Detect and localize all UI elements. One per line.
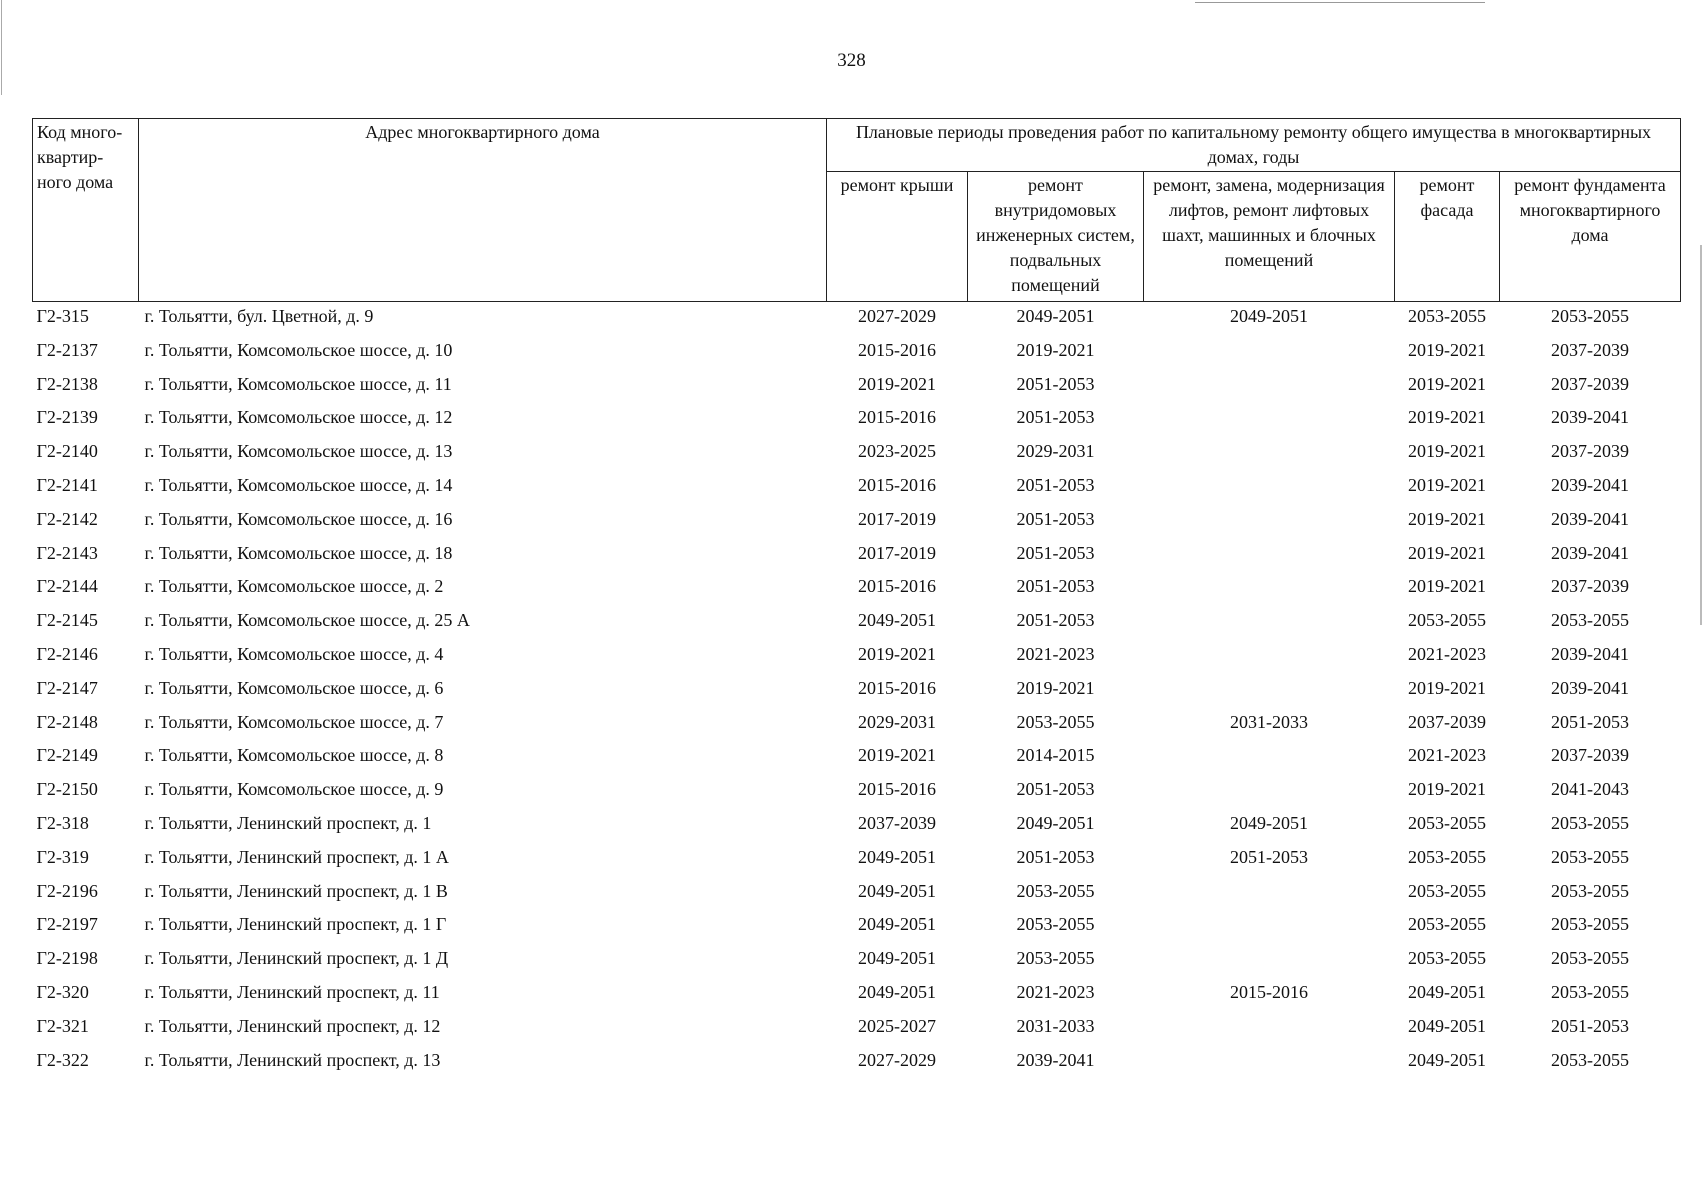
cell-code: Г2-2146	[36, 643, 98, 664]
cell-code: Г2-2149	[36, 745, 98, 766]
cell-facade: 2049-2051	[1408, 1049, 1486, 1070]
cell-elevators	[1144, 338, 1395, 372]
cell-facade: 2019-2021	[1408, 576, 1486, 597]
scan-artifact-line	[1, 0, 2, 95]
cell-code: Г2-320	[36, 981, 89, 1002]
cell-foundation: 2039-2041	[1551, 508, 1629, 529]
cell-facade: 2019-2021	[1408, 339, 1486, 360]
cell-elevators	[1144, 676, 1395, 710]
table-row	[33, 608, 1681, 642]
cell-address: г. Тольятти, Ленинский проспект, д. 13	[144, 1049, 441, 1070]
cell-elevators	[1144, 946, 1395, 980]
cell-engineering: 2051-2053	[1016, 373, 1095, 394]
cell-foundation: 2053-2055	[1551, 981, 1629, 1002]
cell-address: г. Тольятти, Комсомольское шоссе, д. 4	[144, 643, 444, 664]
cell-foundation: 2051-2053	[1551, 711, 1629, 732]
cell-engineering: 2053-2055	[1016, 948, 1095, 969]
cell-elevators	[1144, 574, 1395, 608]
cell-address: г. Тольятти, Ленинский проспект, д. 1	[144, 812, 432, 833]
cell-elevators	[1144, 473, 1395, 507]
cell-foundation: 2051-2053	[1551, 1015, 1629, 1036]
cell-code: Г2-322	[36, 1049, 89, 1070]
table-row	[33, 912, 1681, 946]
cell-elevators	[1144, 541, 1395, 575]
cell-code: Г2-2147	[36, 677, 98, 698]
header-periods: Плановые периоды проведения работ по капитальному ремонту общего имущества в многоквартирных домах, годы	[827, 119, 1681, 172]
cell-address: г. Тольятти, Комсомольское шоссе, д. 13	[144, 441, 453, 462]
cell-code: Г2-2141	[36, 474, 98, 495]
cell-facade: 2053-2055	[1408, 846, 1486, 867]
table-row	[33, 541, 1681, 575]
cell-engineering: 2051-2053	[1016, 779, 1095, 800]
cell-elevators: 2049-2051	[1230, 812, 1308, 833]
cell-address: г. Тольятти, Ленинский проспект, д. 1 А	[144, 846, 449, 867]
cell-address: г. Тольятти, Комсомольское шоссе, д. 16	[144, 508, 453, 529]
cell-elevators	[1144, 1048, 1395, 1082]
cell-facade: 2053-2055	[1408, 812, 1486, 833]
cell-engineering: 2019-2021	[1016, 339, 1095, 360]
cell-foundation: 2053-2055	[1551, 1049, 1629, 1070]
page-number: 328	[837, 50, 866, 71]
cell-elevators: 2049-2051	[1230, 306, 1308, 326]
cell-address: г. Тольятти, Ленинский проспект, д. 12	[144, 1015, 441, 1036]
cell-engineering: 2051-2053	[1016, 576, 1095, 597]
cell-engineering: 2051-2053	[1016, 610, 1095, 631]
header-foundation: ремонт фундамента многоквартирного дома	[1500, 172, 1681, 302]
cell-address: г. Тольятти, Комсомольское шоссе, д. 11	[144, 373, 452, 394]
cell-roof: 2049-2051	[858, 914, 936, 935]
capital-repair-plan-table	[32, 118, 1681, 1081]
cell-code: Г2-2140	[36, 441, 98, 462]
cell-code: Г2-2150	[36, 779, 98, 800]
cell-engineering: 2014-2015	[1016, 745, 1095, 766]
cell-address: г. Тольятти, Комсомольское шоссе, д. 8	[144, 745, 444, 766]
cell-roof: 2015-2016	[858, 779, 936, 800]
cell-facade: 2019-2021	[1408, 474, 1486, 495]
header-address: Адрес многоквартирного дома	[139, 119, 827, 302]
cell-engineering: 2053-2055	[1016, 914, 1095, 935]
cell-roof: 2017-2019	[858, 508, 936, 529]
header-roof: ремонт крыши	[827, 172, 968, 302]
cell-code: Г2-2144	[36, 576, 98, 597]
cell-facade: 2049-2051	[1408, 1015, 1486, 1036]
cell-address: г. Тольятти, Ленинский проспект, д. 11	[144, 981, 440, 1002]
cell-engineering: 2021-2023	[1016, 981, 1095, 1002]
cell-foundation: 2053-2055	[1551, 846, 1629, 867]
table-row	[33, 642, 1681, 676]
cell-foundation: 2039-2041	[1551, 474, 1629, 495]
cell-roof: 2025-2027	[858, 1015, 936, 1036]
table-row	[33, 676, 1681, 710]
cell-elevators	[1144, 879, 1395, 913]
cell-elevators	[1144, 608, 1395, 642]
cell-elevators	[1144, 507, 1395, 541]
cell-roof: 2019-2021	[858, 745, 936, 766]
cell-foundation: 2037-2039	[1551, 373, 1629, 394]
cell-engineering: 2039-2041	[1016, 1049, 1095, 1070]
table-body	[33, 302, 1681, 1082]
scan-artifact-line	[1195, 2, 1485, 3]
cell-address: г. Тольятти, Комсомольское шоссе, д. 10	[144, 339, 453, 360]
cell-engineering: 2021-2023	[1016, 643, 1095, 664]
cell-elevators	[1144, 439, 1395, 473]
cell-code: Г2-315	[36, 306, 89, 326]
table-row	[33, 1048, 1681, 1082]
cell-elevators	[1144, 912, 1395, 946]
cell-foundation: 2041-2043	[1551, 779, 1629, 800]
cell-roof: 2017-2019	[858, 542, 936, 563]
cell-address: г. Тольятти, Комсомольское шоссе, д. 6	[144, 677, 444, 698]
cell-foundation: 2053-2055	[1551, 914, 1629, 935]
cell-code: Г2-2196	[36, 880, 98, 901]
cell-engineering: 2049-2051	[1016, 812, 1095, 833]
cell-roof: 2029-2031	[858, 711, 936, 732]
cell-facade: 2049-2051	[1408, 981, 1486, 1002]
cell-foundation: 2053-2055	[1551, 948, 1629, 969]
cell-code: Г2-319	[36, 846, 89, 867]
cell-facade: 2053-2055	[1408, 610, 1486, 631]
cell-engineering: 2019-2021	[1016, 677, 1095, 698]
cell-foundation: 2037-2039	[1551, 339, 1629, 360]
table-row	[33, 845, 1681, 879]
cell-facade: 2019-2021	[1408, 508, 1486, 529]
cell-facade: 2019-2021	[1408, 407, 1486, 428]
cell-address: г. Тольятти, Комсомольское шоссе, д. 14	[144, 474, 453, 495]
cell-code: Г2-2148	[36, 711, 98, 732]
cell-facade: 2053-2055	[1408, 880, 1486, 901]
table-row	[33, 710, 1681, 744]
scan-artifact-line	[1700, 245, 1702, 625]
cell-code: Г2-2143	[36, 542, 98, 563]
cell-facade: 2053-2055	[1408, 306, 1486, 326]
table-row	[33, 879, 1681, 913]
table-row	[33, 302, 1681, 338]
table-row	[33, 777, 1681, 811]
cell-address: г. Тольятти, Комсомольское шоссе, д. 12	[144, 407, 453, 428]
table-row	[33, 743, 1681, 777]
cell-elevators: 2015-2016	[1230, 981, 1308, 1002]
cell-engineering: 2051-2053	[1016, 542, 1095, 563]
cell-facade: 2021-2023	[1408, 745, 1486, 766]
cell-roof: 2015-2016	[858, 474, 936, 495]
cell-facade: 2019-2021	[1408, 677, 1486, 698]
cell-foundation: 2053-2055	[1551, 812, 1629, 833]
cell-code: Г2-2139	[36, 407, 98, 428]
cell-address: г. Тольятти, Комсомольское шоссе, д. 2	[144, 576, 444, 597]
cell-roof: 2049-2051	[858, 948, 936, 969]
table-row	[33, 507, 1681, 541]
table-row	[33, 473, 1681, 507]
cell-foundation: 2053-2055	[1551, 306, 1629, 326]
cell-engineering: 2051-2053	[1016, 846, 1095, 867]
table-row	[33, 439, 1681, 473]
cell-roof: 2037-2039	[858, 812, 936, 833]
cell-facade: 2053-2055	[1408, 914, 1486, 935]
cell-engineering: 2051-2053	[1016, 407, 1095, 428]
cell-code: Г2-2138	[36, 373, 98, 394]
cell-foundation: 2053-2055	[1551, 610, 1629, 631]
cell-address: г. Тольятти, Ленинский проспект, д. 1 В	[144, 880, 448, 901]
table-header	[33, 119, 1681, 302]
table-row	[33, 405, 1681, 439]
cell-foundation: 2037-2039	[1551, 441, 1629, 462]
cell-elevators: 2051-2053	[1230, 846, 1308, 867]
cell-foundation: 2039-2041	[1551, 677, 1629, 698]
header-facade: ремонт фасада	[1395, 172, 1500, 302]
cell-code: Г2-2142	[36, 508, 98, 529]
cell-engineering: 2049-2051	[1016, 306, 1095, 326]
cell-facade: 2021-2023	[1408, 643, 1486, 664]
cell-code: Г2-2198	[36, 948, 98, 969]
cell-facade: 2019-2021	[1408, 779, 1486, 800]
cell-engineering: 2029-2031	[1016, 441, 1095, 462]
cell-facade: 2019-2021	[1408, 542, 1486, 563]
table-row	[33, 980, 1681, 1014]
cell-address: г. Тольятти, Ленинский проспект, д. 1 Д	[144, 948, 449, 969]
cell-elevators	[1144, 743, 1395, 777]
cell-address: г. Тольятти, Комсомольское шоссе, д. 18	[144, 542, 453, 563]
cell-facade: 2053-2055	[1408, 948, 1486, 969]
cell-engineering: 2053-2055	[1016, 880, 1095, 901]
cell-foundation: 2039-2041	[1551, 542, 1629, 563]
cell-roof: 2027-2029	[858, 306, 936, 326]
cell-address: г. Тольятти, Комсомольское шоссе, д. 9	[144, 779, 444, 800]
cell-engineering: 2031-2033	[1016, 1015, 1095, 1036]
cell-address: г. Тольятти, Комсомольское шоссе, д. 25 А	[144, 610, 470, 631]
cell-roof: 2049-2051	[858, 846, 936, 867]
table-row	[33, 1014, 1681, 1048]
cell-foundation: 2053-2055	[1551, 880, 1629, 901]
cell-address: г. Тольятти, бул. Цветной, д. 9	[144, 306, 374, 326]
cell-roof: 2019-2021	[858, 643, 936, 664]
cell-roof: 2023-2025	[858, 441, 936, 462]
cell-roof: 2019-2021	[858, 373, 936, 394]
table-row	[33, 574, 1681, 608]
cell-foundation: 2037-2039	[1551, 576, 1629, 597]
cell-elevators	[1144, 372, 1395, 406]
table-row	[33, 372, 1681, 406]
cell-address: г. Тольятти, Комсомольское шоссе, д. 7	[144, 711, 444, 732]
cell-engineering: 2053-2055	[1016, 711, 1095, 732]
cell-engineering: 2051-2053	[1016, 508, 1095, 529]
cell-roof: 2049-2051	[858, 981, 936, 1002]
cell-facade: 2019-2021	[1408, 441, 1486, 462]
cell-elevators: 2031-2033	[1230, 711, 1308, 732]
cell-roof: 2015-2016	[858, 677, 936, 698]
cell-elevators	[1144, 777, 1395, 811]
cell-engineering: 2051-2053	[1016, 474, 1095, 495]
cell-facade: 2019-2021	[1408, 373, 1486, 394]
cell-roof: 2015-2016	[858, 339, 936, 360]
cell-elevators	[1144, 642, 1395, 676]
cell-code: Г2-321	[36, 1015, 89, 1036]
cell-elevators	[1144, 1014, 1395, 1048]
table-row	[33, 338, 1681, 372]
table-row	[33, 946, 1681, 980]
cell-code: Г2-2197	[36, 914, 98, 935]
header-engineering: ремонт внутридомовых инженерных систем, подвальных помещений	[968, 172, 1144, 302]
header-code: Код много-квартир-ного дома	[33, 119, 139, 302]
cell-facade: 2037-2039	[1408, 711, 1486, 732]
cell-address: г. Тольятти, Ленинский проспект, д. 1 Г	[144, 914, 447, 935]
cell-roof: 2049-2051	[858, 610, 936, 631]
cell-foundation: 2039-2041	[1551, 407, 1629, 428]
cell-foundation: 2037-2039	[1551, 745, 1629, 766]
cell-roof: 2015-2016	[858, 576, 936, 597]
cell-roof: 2027-2029	[858, 1049, 936, 1070]
cell-roof: 2049-2051	[858, 880, 936, 901]
cell-code: Г2-2137	[36, 339, 98, 360]
cell-code: Г2-318	[36, 812, 89, 833]
cell-foundation: 2039-2041	[1551, 643, 1629, 664]
table-row	[33, 811, 1681, 845]
cell-elevators	[1144, 405, 1395, 439]
cell-code: Г2-2145	[36, 610, 98, 631]
header-elevators: ремонт, замена, модернизация лифтов, ремонт лифтовых шахт, машинных и блочных помещений	[1144, 172, 1395, 302]
cell-roof: 2015-2016	[858, 407, 936, 428]
